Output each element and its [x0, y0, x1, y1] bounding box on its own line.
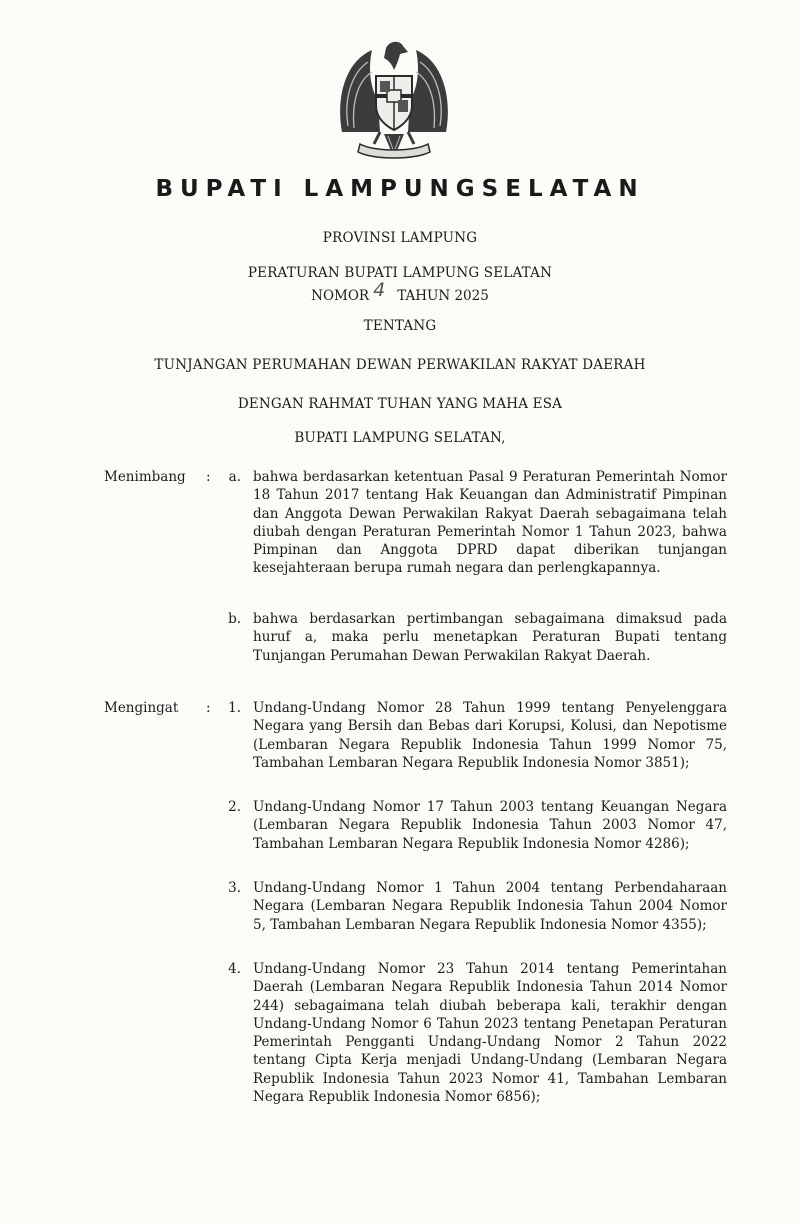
menimbang-label: Menimbang	[104, 469, 186, 485]
bupati-line: BUPATI LAMPUNG SELATAN,	[294, 430, 506, 446]
nomor-line	[0, 279, 800, 305]
page-title: BUPATI LAMPUNGSELATAN	[155, 176, 645, 202]
rahmat-line: DENGAN RAHMAT TUHAN YANG MAHA ESA	[237, 396, 563, 412]
regulation-line: PERATURAN BUPATI LAMPUNG SELATAN	[247, 265, 553, 281]
mengingat-item-text: Undang-Undang Nomor 23 Tahun 2014 tentang Pemerintahan Daerah (Lembaran Negara Republik Indonesia Tahun 2014 Nomor 244) sebagaimana telah diubah beberapa kali, terakhir dengan Undang-Undang Nomor 6 Tahun 2023 tentang Penetapan Peraturan Pemerintah Pengganti Undang-Undang Nomor 2 Tahun 2022 tentang Cipta Kerja menjadi Undang-Undang (Lembaran Negara Republik Indonesia Tahun 2023 Nomor 41, Tambahan Lembaran Negara Republik Indonesia Nomor 6856);	[253, 961, 727, 1106]
nomor-label: NOMOR	[311, 288, 370, 304]
mengingat-colon: :	[206, 700, 211, 716]
mengingat-item-marker: 3.	[228, 880, 241, 896]
mengingat-item-text: Undang-Undang Nomor 1 Tahun 2004 tentang Perbendaharaan Negara (Lembaran Negara Republik Indonesia Tahun 2004 Nomor 5, Tambahan Lembaran Negara Republik Indonesia Nomor 4355);	[253, 880, 727, 933]
menimbang-colon: :	[206, 469, 211, 485]
mengingat-item-marker: 2.	[228, 799, 241, 815]
mengingat-item-marker: 1.	[228, 700, 241, 716]
menimbang-item-text: bahwa berdasarkan ketentuan Pasal 9 Peraturan Pemerintah Nomor 18 Tahun 2017 tentang Hak Keuangan dan Administratif Pimpinan dan Anggota Dewan Perwakilan Rakyat Daerah sebagaimana telah diubah dengan Peraturan Pemerintah Nomor 1 Tahun 2023, bahwa Pimpinan dan Anggota DPRD dapat diberikan tunjangan kesejahteraan berupa rumah negara dan perlengkapannya.	[253, 469, 727, 577]
mengingat-item-text: Undang-Undang Nomor 28 Tahun 1999 tentang Penyelenggara Negara yang Bersih dan Bebas dari Korupsi, Kolusi, dan Nepotisme (Lembaran Negara Republik Indonesia Tahun 1999 Nomor 75, Tambahan Lembaran Negara Republik Indonesia Nomor 3851);	[253, 700, 727, 771]
mengingat-item-marker: 4.	[228, 961, 241, 977]
mengingat-label: Mengingat	[104, 700, 179, 716]
subject-line: TUNJANGAN PERUMAHAN DEWAN PERWAKILAN RAKYAT DAERAH	[154, 357, 646, 373]
menimbang-item-marker: b.	[228, 611, 241, 627]
nomor-value: 4	[373, 279, 386, 301]
menimbang-item-text: bahwa berdasarkan pertimbangan sebagaimana dimaksud pada huruf a, maka perlu menetapkan Peraturan Bupati tentang Tunjangan Perumahan Dewan Perwakilan Rakyat Daerah.	[253, 611, 727, 664]
province-line: PROVINSI LAMPUNG	[322, 230, 478, 246]
mengingat-item-text: Undang-Undang Nomor 17 Tahun 2003 tentang Keuangan Negara (Lembaran Negara Republik Indonesia Tahun 2003 Nomor 47, Tambahan Lembaran Negara Republik Indonesia Nomor 4286);	[253, 799, 727, 852]
tentang-line: TENTANG	[363, 318, 437, 334]
tahun-label: TAHUN 2025	[397, 288, 489, 304]
garuda-emblem	[334, 40, 454, 165]
menimbang-item-marker: a.	[228, 469, 241, 485]
